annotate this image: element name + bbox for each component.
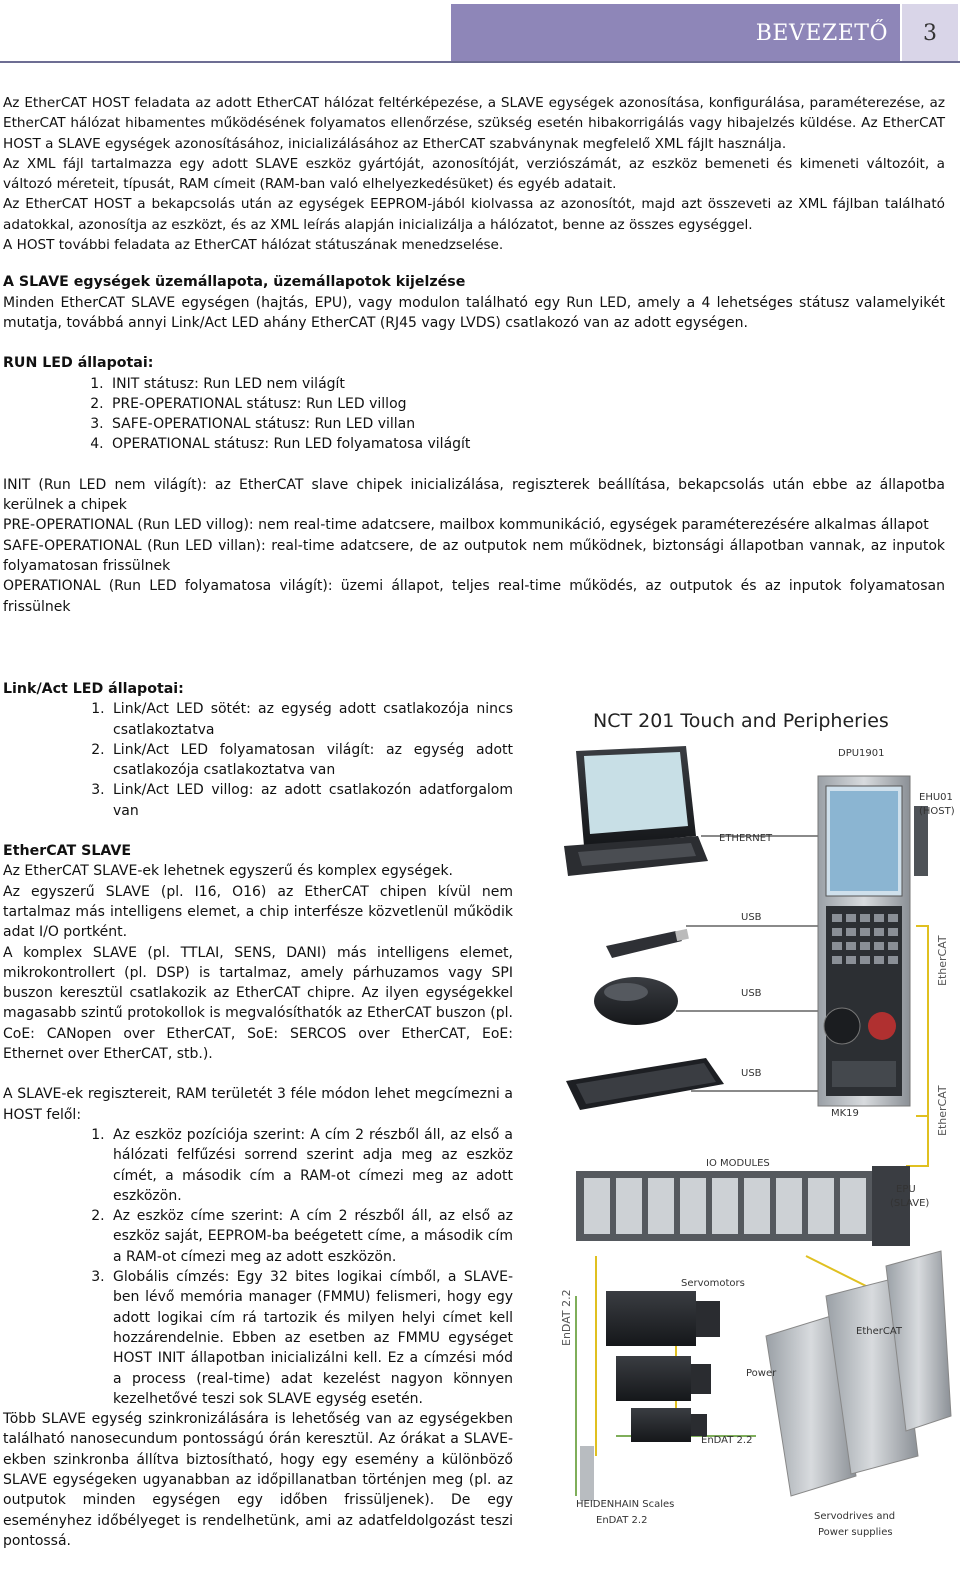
label-ethercat-vertical-1: EtherCAT [936, 935, 949, 986]
list-item: 1. Az eszköz pozíciója szerint: A cím 2 részből áll, az első a hálózati felfűzési sorrend szerint adja meg az eszköz címét, a második cím a RAM-ot címezi meg az adott eszközön. [109, 1125, 513, 1206]
ethercat-slave-paragraph-3: A komplex SLAVE (pl. TTLAI, SENS, DANI) más intelligens elemet, mikrokontrollert (pl. DSP) is tartalmaz, amely párhuzamos vagy SPI buszon keresztül csatlakozik az EtherCAT chipre. Az ilyen egységekkel magasabb szintű protokollok is megvalósíthatók az EtherCAT buszon (pl. CoE: CANopen over EtherCAT, SoE: SERCOS over EtherCAT, EoE: Ethernet over EtherCAT, stb.). [3, 944, 513, 1063]
label-power-supplies: Power supplies [818, 1527, 893, 1538]
chapter-title: BEVEZETŐ [451, 4, 900, 61]
mouse-image [594, 977, 678, 1025]
main-content [3, 93, 945, 617]
label-heidenhain: HEIDENHAIN Scales [576, 1499, 675, 1510]
ethercat-slave-paragraph-1: Az EtherCAT SLAVE-ek lehetnek egyszerű és komplex egységek. [3, 863, 453, 880]
label-power: Power [746, 1368, 777, 1379]
list-item: 2. PRE-OPERATIONAL státusz: Run LED villog [108, 394, 945, 414]
label-ethercat-vertical-2: EtherCAT [936, 1085, 949, 1136]
addressing-intro: A SLAVE-ek regisztereit, RAM területét 3 féle módon lehet megcímezni a HOST felől: [3, 1086, 513, 1123]
run-led-heading: RUN LED állapotai: [3, 355, 154, 372]
list-item: 4. OPERATIONAL státusz: Run LED folyamatosa világít [108, 434, 945, 454]
label-endat-vertical: EnDAT 2.2 [560, 1289, 573, 1346]
intro-paragraph-1: Az EtherCAT HOST feladata az adott EtherCAT hálózat feltérképezése, a SLAVE egységek azonosítása, konfigurálása, paraméterezése, az EtherCAT hálózat hibamentes működésének folyamatos ellenőrzése, szükség esetén hibakorrigálás vagy hibajelzés küldése. Az EtherCAT HOST a SLAVE egységek azonosításához, inicializálásához az EtherCAT szabványnak megfelelő XML fájlt használja. [3, 95, 945, 152]
label-ehu: EHU01 [919, 792, 953, 803]
intro-paragraph-3: Az EtherCAT HOST a bekapcsolás után az egységek EEPROM-jából kiolvassa az azonosítót, majd azt összeveti az XML fájlban található adatokkal, azonosítja az eszközt, és az XML leírás alapján inicializálja a hálózatot, benne az összes egységgel. [3, 196, 945, 233]
figure-title: NCT 201 Touch and Peripheries [593, 710, 889, 732]
list-item: 2. Az eszköz címe szerint: A cím 2 részből áll, az első az eszköz saját, EEPROM-ba beégetett címe, a második cím a RAM-ot címezi meg az adott eszközön. [109, 1206, 513, 1267]
label-ethernet: ETHERNET [719, 833, 773, 844]
label-servodrives: Servodrives and [814, 1511, 896, 1522]
usb-stick-image [606, 929, 689, 958]
link-led-list [3, 699, 513, 821]
label-usb-1: USB [741, 912, 762, 923]
list-item: 3. Link/Act LED villog: az adott csatlakozón adatforgalom van [109, 780, 513, 821]
list-item: 1. INIT státusz: Run LED nem világít [108, 374, 945, 394]
system-diagram [556, 696, 956, 1562]
page-number: 3 [902, 4, 958, 61]
list-item: 3. Globális címzés: Egy 32 bites logikai címből, a SLAVE-ben lévő memória manager (FMMU) felismeri, hogy egy adott logikai cím rá tartozik és milyen helyi címet kell hozzárendelnie. Ebben az esetben az FMMU egységet HOST INIT állapotban inicializálni kell. Ez a címzési mód a process (real-time) adat kezelést nagyon könnyen kezelhetővé teszi sok SLAVE egység esetén. [109, 1267, 513, 1409]
run-led-description-op: OPERATIONAL (Run LED folyamatosa világít): üzemi állapot, teljes real-time működés, az outputok és az inputok folyamatosan frissülnek [3, 578, 945, 615]
left-column [3, 679, 513, 1551]
label-slave: (SLAVE) [890, 1198, 930, 1209]
slave-states-heading: A SLAVE egységek üzemállapota, üzemállapotok kijelzése [3, 274, 466, 291]
laptop-image [564, 746, 708, 876]
servodrives-image [766, 1251, 951, 1496]
intro-paragraph-4: A HOST további feladata az EtherCAT hálózat státuszának menedzselése. [3, 237, 504, 254]
io-modules-image [576, 1166, 910, 1246]
list-item: 1. Link/Act LED sötét: az egység adott csatlakozója nincs csatlakoztatva [109, 699, 513, 740]
heidenhain-scale-image [580, 1446, 594, 1501]
run-led-description-preop: PRE-OPERATIONAL (Run LED villog): nem real-time adatcsere, mailbox kommunikáció, egységek paraméterezésére alkalmas állapot [3, 517, 929, 534]
list-item: 2. Link/Act LED folyamatosan világít: az egység adott csatlakozója csatlakoztatva van [109, 740, 513, 781]
servomotors-image [606, 1291, 720, 1442]
ethercat-slave-heading: EtherCAT SLAVE [3, 843, 132, 860]
list-item: 3. SAFE-OPERATIONAL státusz: Run LED villan [108, 414, 945, 434]
run-led-description-safeop: SAFE-OPERATIONAL (Run LED villan): real-time adatcsere, de az outputok nem működnek, biztonsági állapotban vannak, az inputok folyamatosan frissülnek [3, 537, 945, 574]
label-mk19: MK19 [831, 1108, 859, 1119]
run-led-list [3, 374, 945, 455]
system-diagram-svg [556, 696, 956, 1562]
addressing-outro: Több SLAVE egység szinkronizálására is lehetőség van az egységekben található nanosecundum pontosságú órán keresztül. Az órákat a SLAVE-ekben szinkronba állítva biztosítható, hogy egy esemény a különböző SLAVE egységeken ugyanabban az időpillanatban történjen meg (pl. az outputok minden egységen egy időben frissüljenek). De egy eseményhez időbélyeget is rendelhetünk, ami az adatfeldolgozást teszi pontossá. [3, 1411, 513, 1549]
label-endat-scale: EnDAT 2.2 [596, 1515, 648, 1526]
label-servomotors: Servomotors [681, 1278, 745, 1289]
label-usb-2: USB [741, 988, 762, 999]
keyboard-image [566, 1058, 724, 1110]
label-usb-3: USB [741, 1068, 762, 1079]
label-io-modules: IO MODULES [706, 1158, 770, 1169]
label-dpu: DPU1901 [838, 748, 885, 759]
link-led-heading: Link/Act LED állapotai: [3, 681, 184, 697]
addressing-list [3, 1125, 513, 1409]
slave-states-text: Minden EtherCAT SLAVE egységen (hajtás, EPU), vagy modulon található egy Run LED, amely a 4 lehetséges státusz valamelyikét mutatja, továbbá annyi Link/Act LED ahány EtherCAT (RJ45 vagy LVDS) csatlakozó van az adott egységen. [3, 294, 945, 331]
header-divider [0, 61, 960, 63]
label-endat-horizontal: EnDAT 2.2 [701, 1435, 753, 1446]
intro-paragraph-2: Az XML fájl tartalmazza egy adott SLAVE eszköz gyártóját, azonosítóját, verziószámát, az eszköz bemeneti és kimeneti változóit, a változó méreteit, típusát, RAM címeit (RAM-ban való elhelyezkedésüket) és egyéb adatait. [3, 155, 945, 193]
run-led-description-init: INIT (Run LED nem világít): az EtherCAT slave chipek inicializálása, regiszterek beállítása, bekapcsolás után ebbe az állapotba kerülnek a chipek [3, 476, 945, 514]
label-ethercat-horizontal: EtherCAT [856, 1326, 902, 1337]
ethercat-slave-paragraph-2: Az egyszerű SLAVE (pl. I16, O16) az EtherCAT chipen kívül nem tartalmaz más intelligens elemet, a chip interfésze közvetlenül működik adat I/O portként. [3, 883, 513, 941]
label-host: (HOST) [919, 806, 955, 817]
label-epu: EPU [896, 1184, 916, 1195]
dpu-panel-image [818, 776, 928, 1106]
